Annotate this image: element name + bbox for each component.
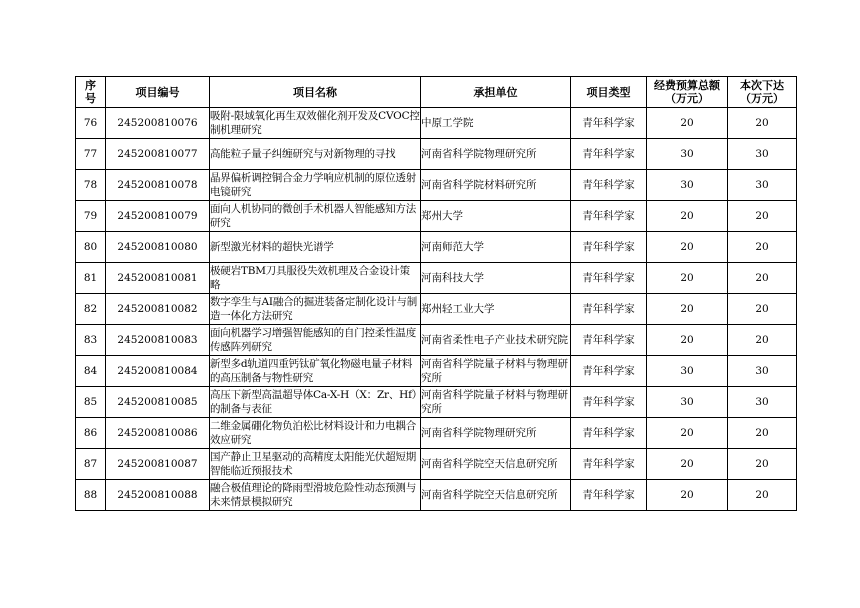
cell-unit: 河南省科学院空天信息研究所: [421, 480, 571, 511]
cell-budget: 20: [647, 325, 728, 356]
cell-type: 青年科学家: [571, 480, 647, 511]
cell-budget: 20: [647, 418, 728, 449]
project-table: [75, 76, 797, 511]
table-body: [76, 108, 797, 511]
cell-code: 245200810082: [106, 294, 210, 325]
cell-seq: 79: [76, 201, 106, 232]
cell-budget: 20: [647, 201, 728, 232]
cell-unit: 河南省科学院物理研究所: [421, 418, 571, 449]
cell-type: 青年科学家: [571, 263, 647, 294]
header-budget: 经费预算总额 （万元）: [647, 77, 728, 108]
cell-unit: 河南省科学院物理研究所: [421, 139, 571, 170]
cell-type: 青年科学家: [571, 449, 647, 480]
header-code: 项目编号: [106, 77, 210, 108]
cell-seq: 76: [76, 108, 106, 139]
cell-unit: 郑州轻工业大学: [421, 294, 571, 325]
table-row: [76, 418, 797, 449]
cell-code: 245200810087: [106, 449, 210, 480]
cell-seq: 83: [76, 325, 106, 356]
cell-type: 青年科学家: [571, 170, 647, 201]
table-row: [76, 139, 797, 170]
cell-project-name: 极硬岩TBM刀具服役失效机理及合金设计策略: [210, 263, 421, 294]
header-seq: 序 号: [76, 77, 106, 108]
cell-seq: 84: [76, 356, 106, 387]
cell-issued: 20: [728, 263, 797, 294]
cell-code: 245200810083: [106, 325, 210, 356]
cell-project-name: 高能粒子量子纠缠研究与对新物理的寻找: [210, 139, 421, 170]
cell-budget: 20: [647, 294, 728, 325]
table-row: [76, 449, 797, 480]
cell-project-name: 数字孪生与AI融合的掘进装备定制化设计与制造一体化方法研究: [210, 294, 421, 325]
cell-type: 青年科学家: [571, 325, 647, 356]
cell-issued: 30: [728, 356, 797, 387]
cell-code: 245200810084: [106, 356, 210, 387]
cell-type: 青年科学家: [571, 201, 647, 232]
cell-type: 青年科学家: [571, 418, 647, 449]
cell-seq: 81: [76, 263, 106, 294]
cell-budget: 20: [647, 232, 728, 263]
table-row: [76, 263, 797, 294]
cell-project-name: 融合极值理论的降雨型滑坡危险性动态预测与未来情景模拟研究: [210, 480, 421, 511]
cell-issued: 30: [728, 387, 797, 418]
cell-unit: 河南省科学院空天信息研究所: [421, 449, 571, 480]
cell-project-name: 二维金属硼化物负泊松比材料设计和力电耦合效应研究: [210, 418, 421, 449]
cell-issued: 30: [728, 170, 797, 201]
cell-issued: 20: [728, 418, 797, 449]
table-row: [76, 108, 797, 139]
table-row: [76, 325, 797, 356]
cell-seq: 85: [76, 387, 106, 418]
cell-type: 青年科学家: [571, 232, 647, 263]
cell-issued: 20: [728, 449, 797, 480]
cell-project-name: 面向人机协同的微创手术机器人智能感知方法研究: [210, 201, 421, 232]
cell-project-name: 晶界偏析调控铜合金力学响应机制的原位透射电镜研究: [210, 170, 421, 201]
cell-unit: 河南省科学院材料研究所: [421, 170, 571, 201]
cell-code: 245200810080: [106, 232, 210, 263]
cell-unit: 中原工学院: [421, 108, 571, 139]
cell-budget: 20: [647, 263, 728, 294]
table-row: [76, 170, 797, 201]
cell-seq: 87: [76, 449, 106, 480]
cell-type: 青年科学家: [571, 387, 647, 418]
cell-issued: 20: [728, 480, 797, 511]
cell-code: 245200810081: [106, 263, 210, 294]
cell-unit: 河南省柔性电子产业技术研究院: [421, 325, 571, 356]
cell-issued: 20: [728, 294, 797, 325]
cell-project-name: 新型激光材料的超快光谱学: [210, 232, 421, 263]
cell-code: 245200810088: [106, 480, 210, 511]
cell-project-name: 高压下新型高温超导体Ca-X-H（X：Zr、Hf）的制备与表征: [210, 387, 421, 418]
cell-project-name: 面向机器学习增强智能感知的自门控柔性温度传感阵列研究: [210, 325, 421, 356]
cell-seq: 82: [76, 294, 106, 325]
cell-issued: 30: [728, 139, 797, 170]
cell-issued: 20: [728, 108, 797, 139]
header-issued: 本次下达 （万元）: [728, 77, 797, 108]
cell-project-name: 新型多d轨道四重钙钛矿氧化物磁电量子材料的高压制备与物性研究: [210, 356, 421, 387]
cell-budget: 20: [647, 480, 728, 511]
cell-project-name: 国产静止卫星驱动的高精度太阳能光伏超短期智能临近预报技术: [210, 449, 421, 480]
cell-type: 青年科学家: [571, 108, 647, 139]
cell-budget: 20: [647, 108, 728, 139]
cell-issued: 20: [728, 325, 797, 356]
cell-code: 245200810078: [106, 170, 210, 201]
cell-type: 青年科学家: [571, 356, 647, 387]
cell-code: 245200810076: [106, 108, 210, 139]
cell-seq: 77: [76, 139, 106, 170]
table-row: [76, 387, 797, 418]
cell-budget: 30: [647, 170, 728, 201]
cell-budget: 20: [647, 449, 728, 480]
cell-unit: 河南省科学院量子材料与物理研究所: [421, 387, 571, 418]
cell-seq: 78: [76, 170, 106, 201]
cell-code: 245200810079: [106, 201, 210, 232]
cell-seq: 88: [76, 480, 106, 511]
table-row: [76, 232, 797, 263]
cell-issued: 20: [728, 201, 797, 232]
cell-seq: 86: [76, 418, 106, 449]
cell-type: 青年科学家: [571, 294, 647, 325]
header-row: [76, 77, 797, 108]
cell-unit: 河南师范大学: [421, 232, 571, 263]
cell-budget: 30: [647, 139, 728, 170]
header-unit: 承担单位: [421, 77, 571, 108]
cell-type: 青年科学家: [571, 139, 647, 170]
cell-unit: 河南省科学院量子材料与物理研究所: [421, 356, 571, 387]
cell-budget: 30: [647, 356, 728, 387]
cell-code: 245200810086: [106, 418, 210, 449]
table-row: [76, 480, 797, 511]
cell-code: 245200810085: [106, 387, 210, 418]
header-name: 项目名称: [210, 77, 421, 108]
cell-unit: 郑州大学: [421, 201, 571, 232]
cell-project-name: 吸附-限域氧化再生双效催化剂开发及CVOC控制机理研究: [210, 108, 421, 139]
header-type: 项目类型: [571, 77, 647, 108]
cell-seq: 80: [76, 232, 106, 263]
table-row: [76, 356, 797, 387]
cell-budget: 30: [647, 387, 728, 418]
cell-issued: 20: [728, 232, 797, 263]
cell-code: 245200810077: [106, 139, 210, 170]
table-row: [76, 201, 797, 232]
table-row: [76, 294, 797, 325]
cell-unit: 河南科技大学: [421, 263, 571, 294]
